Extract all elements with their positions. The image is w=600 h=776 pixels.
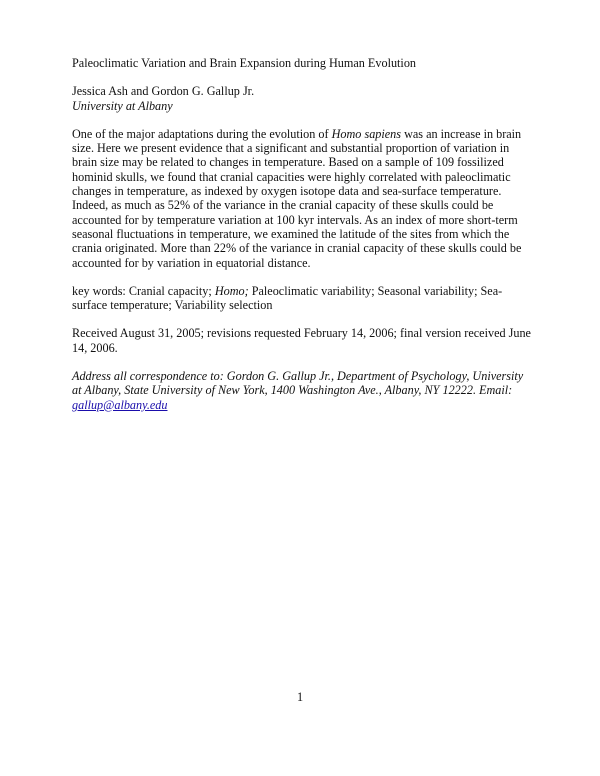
abstract-species-name: Homo sapiens <box>331 126 402 141</box>
paper-authors: Jessica Ash and Gordon G. Gallup Jr. <box>72 84 255 99</box>
author-affiliation: University at Albany <box>72 98 173 113</box>
keywords-text-start: key words: Cranial capacity; <box>72 283 215 298</box>
page-number: 1 <box>296 690 304 704</box>
paper-front-matter <box>72 56 534 412</box>
correspondence-address <box>72 369 534 412</box>
keywords <box>72 284 534 313</box>
abstract <box>72 127 534 270</box>
abstract-text-start: One of the major adaptations during the evolution of <box>72 126 332 141</box>
paper-title: Paleoclimatic Variation and Brain Expansion during Human Evolution <box>72 56 417 70</box>
correspondence-text: Address all correspondence to: Gordon G. Gallup Jr., Department of Psychology, University at Albany, State University of New York, 1400 Washington Ave., Albany, NY 12222. Email: <box>72 369 524 398</box>
keywords-text-rest: Paleoclimatic variability; Seasonal variability; Sea-surface temperature; Variability selection <box>72 283 503 313</box>
keywords-genus: Homo; <box>214 283 249 298</box>
received-dates: Received August 31, 2005; revisions requested February 14, 2006; final version received June 14, 2006. <box>72 326 531 355</box>
email-link[interactable]: gallup@albany.edu <box>72 397 168 412</box>
abstract-text-rest: was an increase in brain size. Here we present evidence that a significant and substantial proportion of variation in brain size may be related to changes in temperature. Based on a sample of 109 fossilized hominid skulls, we found that cranial capacities were highly correlated with paleoclimatic changes in temperature, as indexed by oxygen isotope data and sea-surface temperature. Indeed, as much as 52% of the variance in the cranial capacity of these skulls could be accounted for by temperature variation at 100 kyr intervals. As an index of more short-term seasonal fluctuations in temperature, we examined the latitude of the sites from which the crania originated. More than 22% of the variance in cranial capacity of these skulls could be accounted for by variation in equatorial distance. <box>72 126 522 270</box>
